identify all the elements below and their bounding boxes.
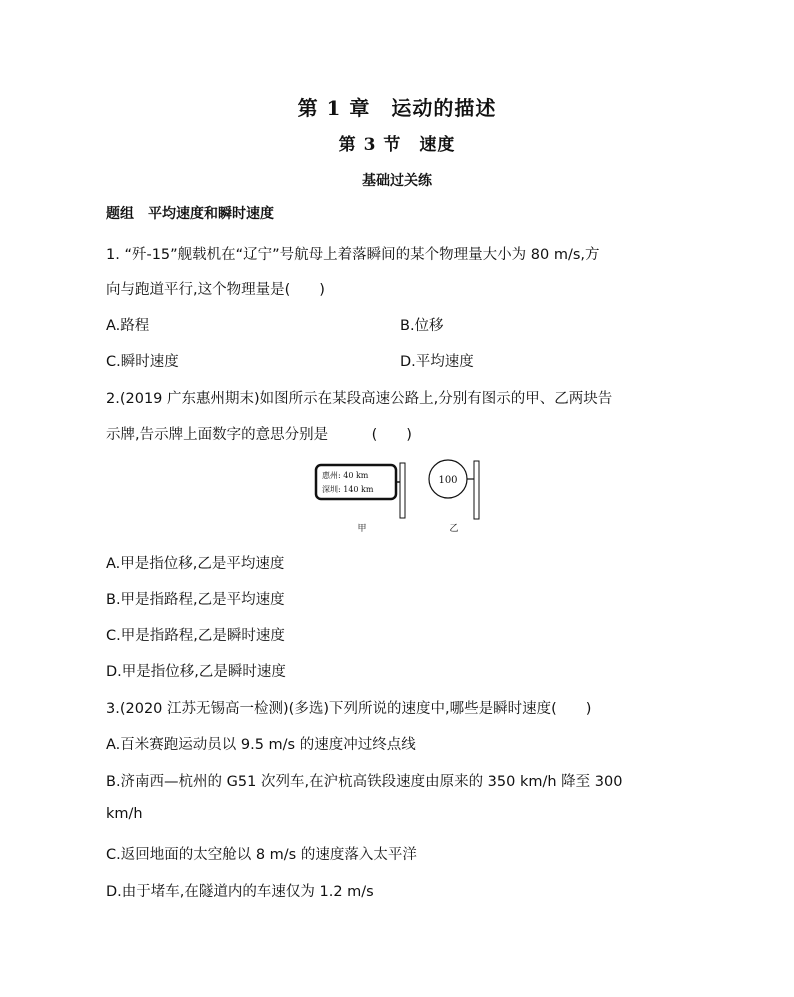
question-1-option-d: D.平均速度 — [400, 354, 474, 370]
question-3-option-b-line-2: km/h — [106, 806, 143, 822]
label-yi: 乙 — [449, 524, 459, 534]
sign-jia — [316, 463, 405, 518]
section-title: 第 3 节 速度 — [338, 135, 456, 155]
sign-yi-value: 100 — [438, 475, 458, 486]
sign-yi — [429, 460, 479, 519]
question-3-option-b-line-1: B.济南西—杭州的 G51 次列车,在沪杭高铁段速度由原来的 350 km/h 降至 300 — [106, 774, 623, 790]
question-1-text-line-1: 1. “歼-15”舰载机在“辽宁”号航母上着落瞬间的某个物理量大小为 80 m/s,方 — [106, 247, 600, 263]
chapter-title: 第 1 章 运动的描述 — [297, 96, 497, 120]
question-1-option-b: B.位移 — [400, 318, 444, 334]
question-2-option-c: C.甲是指路程,乙是瞬时速度 — [106, 628, 285, 644]
question-2-text-line-1: 2.(2019 广东惠州期末)如图所示在某段高速公路上,分别有图示的甲、乙两块告 — [106, 391, 613, 407]
question-1-text-line-2: 向与跑道平行,这个物理量是( ) — [106, 282, 325, 298]
group-heading: 题组 平均速度和瞬时速度 — [106, 206, 274, 222]
question-3-option-d: D.由于堵车,在隧道内的车速仅为 1.2 m/s — [106, 884, 374, 900]
road-signs-figure — [310, 455, 490, 540]
question-1-option-c: C.瞬时速度 — [106, 354, 179, 370]
exercise-subtitle: 基础过关练 — [362, 173, 432, 189]
sign-jia-line-2: 深圳: 140 km — [322, 485, 374, 494]
question-2-option-b: B.甲是指路程,乙是平均速度 — [106, 592, 285, 608]
sign-jia-line-1: 惠州: 40 km — [322, 471, 369, 480]
question-2-option-d: D.甲是指位移,乙是瞬时速度 — [106, 664, 286, 680]
label-jia: 甲 — [357, 524, 367, 534]
question-3-option-a: A.百米赛跑运动员以 9.5 m/s 的速度冲过终点线 — [106, 737, 416, 753]
question-1-option-a: A.路程 — [106, 318, 150, 334]
question-2-option-a: A.甲是指位移,乙是平均速度 — [106, 556, 285, 572]
question-3-text-line-1: 3.(2020 江苏无锡高一检测)(多选)下列所说的速度中,哪些是瞬时速度( ) — [106, 701, 592, 717]
question-3-option-c: C.返回地面的太空舱以 8 m/s 的速度落入太平洋 — [106, 847, 417, 863]
question-2-text-line-2: 示牌,告示牌上面数字的意思分别是 ( ) — [106, 427, 412, 443]
